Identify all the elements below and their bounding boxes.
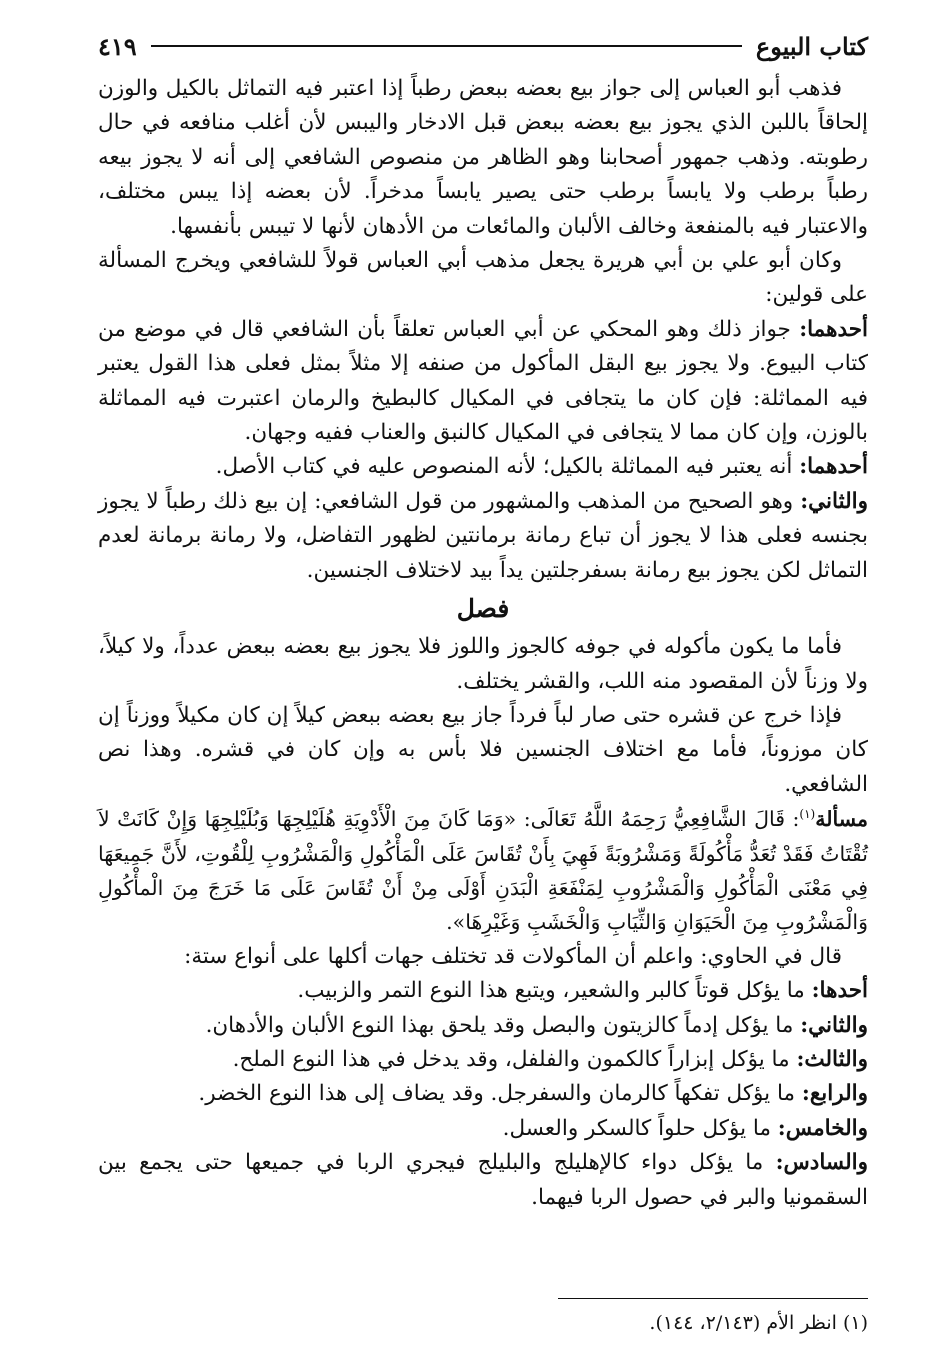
list-item: والخامس: ما يؤكل حلواً كالسكر والعسل. <box>502 1115 868 1141</box>
list-item: أحدها: ما يؤكل قوتاً كالبر والشعير، ويتبع هذا النوع التمر والزبيب. <box>297 978 868 1004</box>
list-item-label: والخامس: <box>777 1115 868 1141</box>
list-item: والثاني: ما يؤكل إدماً كالزيتون والبصل وقد يلحق بهذا النوع الألبان والأدهان. <box>205 1012 868 1038</box>
list-item-label: والثاني: <box>800 1012 868 1038</box>
footnote-text: انظر الأم (٢/١٤٣، ١٤٤). <box>649 1312 843 1334</box>
paragraph: قال في الحاوي: واعلم أن المأكولات قد تختلف جهات أكلها على أنواع ستة: <box>184 943 842 969</box>
footnote-number: (١) <box>842 1312 868 1334</box>
list-item: والسادس: ما يؤكل دواء كالإهليلج والبليلج فيجري الربا في جميعها حتى يجمع بين السقمونيا والبر في حصول الربا فيهما. <box>98 1150 868 1210</box>
footnote-divider <box>558 1298 868 1299</box>
paragraph-label: أحدهما: <box>799 316 868 342</box>
section-heading: فصل <box>456 594 510 624</box>
paragraph: أحدهما: جواز ذلك وهو المحكي عن أبي العباس تعلقاً بأن الشافعي قال في موضع من كتاب البيوع. ولا يجوز بيع البقل المأكول من صنفه إلا مثلاً بمثل فعلى هذا القول يعتبر فيه المماثلة: فإن كان ما يتجافى في المكيال كالبطيخ والرمان اعتبرت فيه المماثلة بالوزن، وإن كان مما لا يتجافى في المكيال كالنبق والعناب ففيه وجهان. <box>98 316 868 446</box>
list-item: والثالث: ما يؤكل إبزاراً كالكمون والفلفل، وقد يدخل في هذا النوع الملح. <box>232 1046 868 1072</box>
paragraph: أحدهما: أنه يعتبر فيه المماثلة بالكيل؛ لأنه المنصوص عليه في كتاب الأصل. <box>215 454 868 480</box>
book-title: كتاب البيوع <box>755 31 868 61</box>
paragraph: فأما ما يكون مأكوله في جوفه كالجوز واللوز فلا يجوز بيع بعضه ببعض عدداً، ولا كيلاً، ولا وزناً لأن المقصود منه اللب، والقشر يختلف. <box>98 634 868 694</box>
quote-paragraph: مسألة$^{(١)}$: قَالَ الشَّافِعِيُّ رَحِمَهُ اللَّهُ تَعَالَى: «وَمَا كَانَ مِنَ الْأَدْوِيَةِ هُلَيْلِجِهَا وَبُلَيْلِجِهَا وَإِنْ كَانَتْ لاَ تُقْتَاتُ فَقَدْ تُعَدُّ مَأْكُولَةً وَمَشْرُوبَةً فَهِيَ بِأَنْ تُقَاسَ عَلَى الْمَأْكُولِ وَالْمَشْرُوبِ لِلْقُوتِ، لأَنَّ جَمِيعَهَا فِي مَعْنَى الْمَأْكُولِ وَالْمَشْرُوبِ لِمَنْفَعَةِ الْبَدَنِ أَوْلَى مِنْ أَنْ تُقَاسَ عَلَى مَا خَرَجَ مِنَ الْمأْكُولِ وَالْمَشْرُوبِ مِنَ الْحَيَوَانِ وَالثِّيَابِ وَالْخَشَبِ وَغَيْرِهَا». <box>98 807 868 935</box>
page-body <box>98 72 868 1215</box>
paragraph: والثاني: وهو الصحيح من المذهب والمشهور من قول الشافعي: إن بيع ذلك رطباً لا يجوز بجنسه فعلى هذا لا يجوز أن تباع رمانة برمانتين لظهور التفاضل، ولا رمانة برمانة لعدم التماثل لكن يجوز بيع رمانة بسفرجلتين يداً بيد لاختلاف الجنسين. <box>98 488 868 583</box>
footnote-ref[interactable]: (١) <box>799 807 816 822</box>
paragraph: فذهب أبو العباس إلى جواز بيع بعضه ببعض رطباً إذا اعتبر فيه التماثل بالكيل والوزن إلحاقاً باللبن الذي يجوز بيع بعضه ببعض قبل الادخار واليبس لأن أغلب منافعه في حال رطوبته. وذهب جمهور أصحابنا وهو الظاهر من منصوص الشافعي إلى أنه لا يجوز بيعه رطباً برطب ولا يابساً برطب حتى يصير يابساً مدخراً. لأن بعضه إذا يبس مختلف، والاعتبار فيه بالمنفعة وخالف الألبان والمائعات من الأدهان لأنها لا تيبس بأنفسها. <box>98 76 868 239</box>
paragraph-label: والثاني: <box>800 488 868 514</box>
paragraph-label: مسألة <box>815 807 868 832</box>
list-item-label: أحدها: <box>811 978 868 1004</box>
list-item: والرابع: ما يؤكل تفكهاً كالرمان والسفرجل. وقد يضاف إلى هذا النوع الخضر. <box>198 1081 868 1107</box>
footnote <box>98 1308 868 1338</box>
page-number: ٤١٩ <box>98 31 137 61</box>
paragraph: فإذا خرج عن قشره حتى صار لباً فرداً جاز بيع بعضه ببعض كيلاً إن كان مكيلاً ووزناً إن كان موزوناً، فأما مع اختلاف الجنسين فلا بأس به وإن كان في قشره. وهذا نص الشافعي. <box>98 702 868 797</box>
page-header <box>98 26 868 66</box>
header-rule <box>151 45 742 47</box>
paragraph-label: أحدهما: <box>799 454 868 480</box>
list-item-label: والثالث: <box>796 1046 868 1072</box>
list-item-label: والرابع: <box>801 1081 868 1107</box>
paragraph: وكان أبو علي بن أبي هريرة يجعل مذهب أبي العباس قولاً للشافعي ويخرج المسألة على قولين: <box>98 248 868 308</box>
list-item-label: والسادس: <box>775 1150 868 1176</box>
